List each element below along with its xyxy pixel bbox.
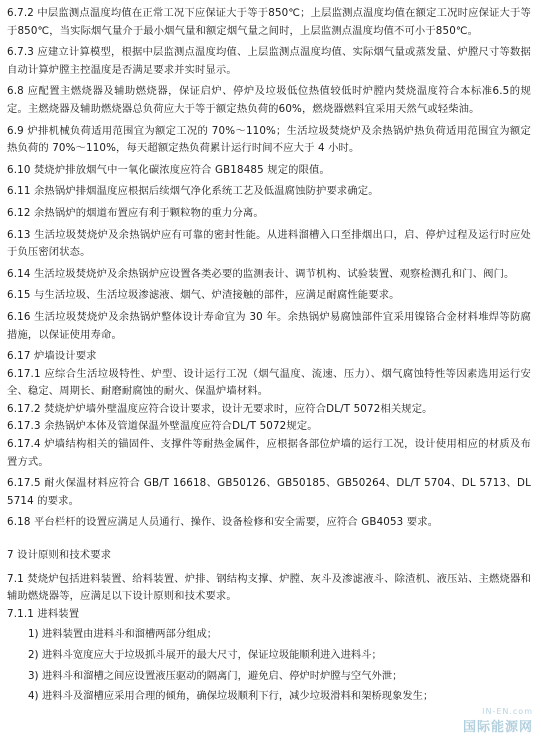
paragraph-6-11: 6.11 余热锅炉排烟温度应根据后续烟气净化系统工艺及低温腐蚀防护要求确定。	[7, 185, 379, 198]
list-item	[0, 626, 541, 644]
paragraph-6-12: 6.12 余热锅炉的烟道布置应有利于颗粒物的重力分离。	[7, 206, 264, 219]
paragraph-6-7-3: 6.7.3 应建立计算模型，根据中层监测点温度均值、上层监测点温度均值、实际烟气量或蒸发量、炉膛尺寸等数据自动计算炉膛主控温度是否满足要求并实时显示。	[7, 46, 531, 76]
paragraph-6-17-3: 6.17.3 余热锅炉本体及管道保温外壁温度应符合DL/T 5072规定。	[7, 420, 318, 433]
list-item-text: 进料斗及溜槽应采用合理的倾角，确保垃圾顺利下行，减少垃圾滑料和架桥现象发生；	[42, 690, 434, 703]
site-watermark	[463, 707, 533, 735]
list-item	[0, 688, 541, 706]
paragraph-6-17-1: 6.17.1 应综合生活垃圾特性、炉型、设计运行工况（烟气温度、流速、压力）、烟气腐蚀特性等因素选用运行安全、稳定、周期长、耐磨耐腐蚀的耐火、保温炉墙材料。	[7, 367, 531, 398]
paragraph-6-9: 6.9 炉排机械负荷适用范围宜为额定工况的 70%～110%；生活垃圾焚烧炉及余热锅炉热负荷适用范围宜为额定热负荷的 70%～110%，每天超额定热负荷累计运行时间不应大于 4 小时。	[7, 124, 531, 155]
paragraph-6-7-2: 6.7.2 中层监测点温度均值在正常工况下应保证大于等于850℃；上层监测点温度均值在额定工况时应保证大于等于850℃，当实际烟气量介于最小烟气量和额定烟气量之间时，上层监测点温度均值不可小于850℃。	[7, 7, 531, 37]
list-item-text: 进料装置由进料斗和溜槽两部分组成；	[42, 628, 218, 641]
list-item	[0, 668, 541, 686]
paragraph-7-1: 7.1 焚烧炉包括进料装置、给料装置、炉排、钢结构支撑、炉膛、灰斗及渗滤液斗、除渣机、液压站、主燃烧器和辅助燃烧器等，应满足以下设计原则和技术要求。	[7, 572, 531, 603]
watermark-logo-text: 国际能源网	[462, 720, 533, 735]
list-item-text: 进料斗和溜槽之间应设置液压驱动的隔离门，避免启、停炉时炉膛与空气外泄；	[42, 669, 403, 682]
list-item-text: 进料斗宽度应大于垃圾抓斗展开的最大尺寸，保证垃圾能顺利进入进料斗；	[42, 649, 382, 661]
subheading-7-1-1: 7.1.1 进料装置	[7, 607, 80, 620]
list-item-number: 2)	[28, 649, 39, 661]
watermark-url: IN-EN.com	[482, 707, 533, 716]
paragraph-6-10: 6.10 焚烧炉排放烟气中一氧化碳浓度应符合 GB18485 规定的限值。	[7, 163, 330, 176]
paragraph-6-17-5: 6.17.5 耐火保温材料应符合 GB/T 16618、GB50126、GB50185、GB50264、DL/T 5704、DL 5713、DL 5714 的要求。	[7, 477, 531, 507]
paragraph-6-18: 6.18 平台栏杆的设置应满足人员通行、操作、设备检修和安全需要，应符合 GB4053 要求。	[7, 516, 439, 529]
paragraph-6-16: 6.16 生活垃圾焚烧炉及余热锅炉整体设计寿命宜为 30 年。余热锅炉易腐蚀部件宜采用镍铬合金材料堆焊等防腐措施，以保证使用寿命。	[7, 310, 531, 341]
paragraph-6-8: 6.8 应配置主燃烧器及辅助燃烧器，保证启炉、停炉及垃圾低位热值较低时炉膛内焚烧温度符合本标准6.5的规定。主燃烧器及辅助燃烧器总负荷应大于等于额定热负荷的60%，燃烧器燃料宜采用天然气或轻柴油。	[7, 85, 531, 115]
paragraph-6-17-4: 6.17.4 炉墙结构相关的锚固件、支撑件等耐热金属件，应根据各部位炉墙的运行工况，设计使用相应的材质及布置方式。	[7, 438, 531, 468]
section-7-heading: 7 设计原则和技术要求	[7, 549, 112, 562]
paragraph-6-14: 6.14 生活垃圾焚烧炉及余热锅炉应设置各类必要的监测表计、调节机构、试验装置、观察检测孔和门、阀门。	[7, 267, 515, 280]
paragraph-6-17-heading: 6.17 炉墙设计要求	[7, 350, 97, 363]
paragraph-6-17-2: 6.17.2 焚烧炉炉墙外壁温度应符合设计要求，设计无要求时，应符合DL/T 5072相关规定。	[7, 402, 433, 415]
list-item-number: 3)	[28, 669, 39, 682]
paragraph-6-15: 6.15 与生活垃圾、生活垃圾渗滤液、烟气、炉渣接触的部件，应满足耐腐性能要求。	[7, 289, 400, 302]
list-item-number: 1)	[28, 628, 39, 641]
list-item	[0, 647, 541, 665]
paragraph-6-13: 6.13 生活垃圾焚烧炉及余热锅炉应有可靠的密封性能。从进料溜槽入口至排烟出口，启、停炉过程及运行时应处于负压密闭状态。	[7, 228, 531, 259]
list-item-number: 4)	[28, 690, 39, 703]
